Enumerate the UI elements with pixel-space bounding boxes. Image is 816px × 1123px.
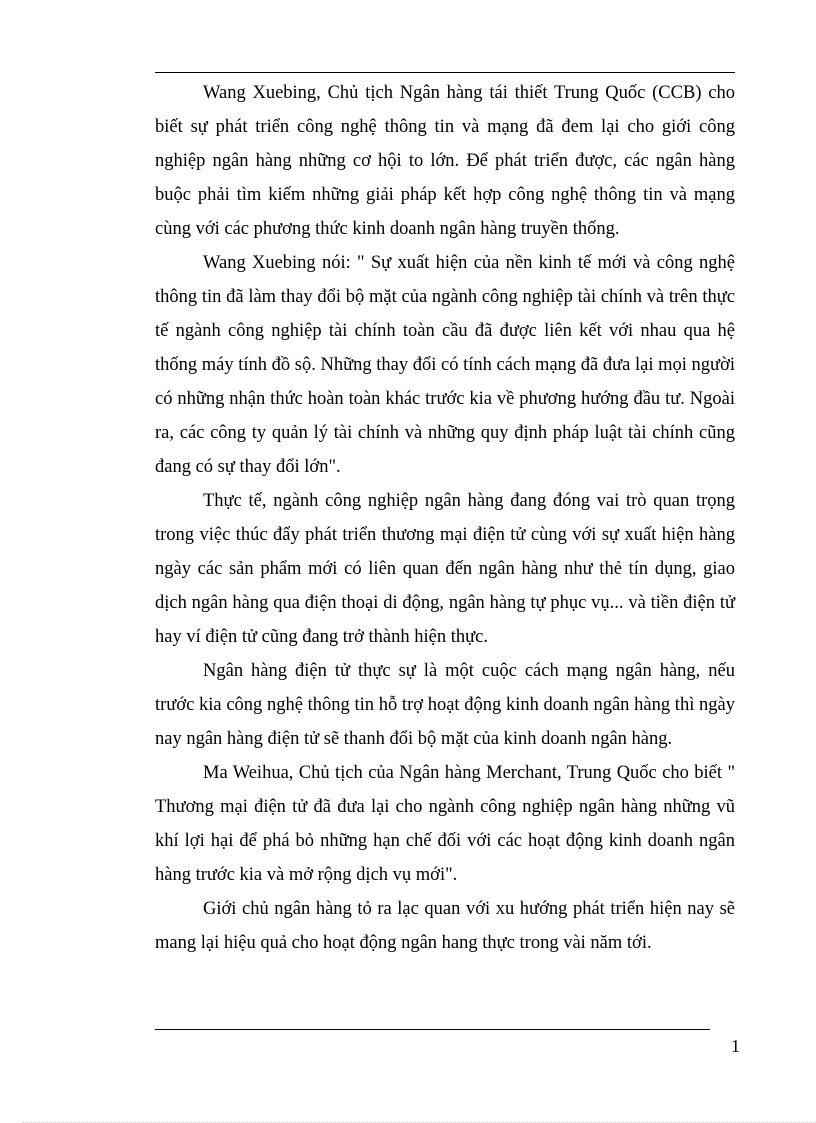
paragraph-3: Thực tế, ngành công nghiệp ngân hàng đang đóng vai trò quan trọng trong việc thúc đẩy phát triển thương mại điện tử cùng với sự xuất hiện hàng ngày các sản phẩm mới có liên quan đến ngân hàng như thẻ tín dụng, giao dịch ngân hàng qua điện thoại di động, ngân hàng tự phục vụ... và tiền điện tử hay ví điện tử cũng đang trở thành hiện thực. <box>155 491 735 647</box>
paragraph-1: Wang Xuebing, Chủ tịch Ngân hàng tái thiết Trung Quốc (CCB) cho biết sự phát triển công nghệ thông tin và mạng đã đem lại cho giới công nghiệp ngân hàng những cơ hội to lớn. Để phát triển được, các ngân hàng buộc phải tìm kiếm những giải pháp kết hợp công nghệ thông tin và mạng cùng với các phương thức kinh doanh ngân hàng truyền thống. <box>155 83 735 239</box>
paragraph-2: Wang Xuebing nói: " Sự xuất hiện của nền kinh tế mới và công nghệ thông tin đã làm thay đổi bộ mặt của ngành công nghiệp tài chính và trên thực tế ngành công nghiệp tài chính toàn cầu đã được liên kết với nhau qua hệ thống máy tính đồ sộ. Những thay đổi có tính cách mạng đã đưa lại mọi người có những nhận thức hoàn toàn khác trước kia về phương hướng đầu tư. Ngoài ra, các công ty quản lý tài chính và những quy định pháp luật tài chính cũng đang có sự thay đổi lớn". <box>155 253 735 477</box>
footer-rule <box>155 1029 710 1030</box>
paragraph-6: Giới chủ ngân hàng tỏ ra lạc quan với xu hướng phát triển hiện nay sẽ mang lại hiệu quả cho hoạt động ngân hang thực trong vài năm tới. <box>155 899 735 953</box>
page-body <box>155 76 735 960</box>
paragraph-5: Ma Weihua, Chủ tịch của Ngân hàng Merchant, Trung Quốc cho biết " Thương mại điện tử đã đưa lại cho ngành công nghiệp ngân hàng những vũ khí lợi hại để phá bỏ những hạn chế đối với các hoạt động kinh doanh ngân hàng trước kia và mở rộng dịch vụ mới". <box>155 763 735 885</box>
page-number: 1 <box>731 1036 740 1056</box>
paragraph-4: Ngân hàng điện tử thực sự là một cuộc cách mạng ngân hàng, nếu trước kia công nghệ thông tin hỗ trợ hoạt động kinh doanh ngân hàng thì ngày nay ngân hàng điện tử sẽ thanh đổi bộ mặt của kinh doanh ngân hàng. <box>155 661 735 749</box>
header-rule <box>155 72 735 73</box>
